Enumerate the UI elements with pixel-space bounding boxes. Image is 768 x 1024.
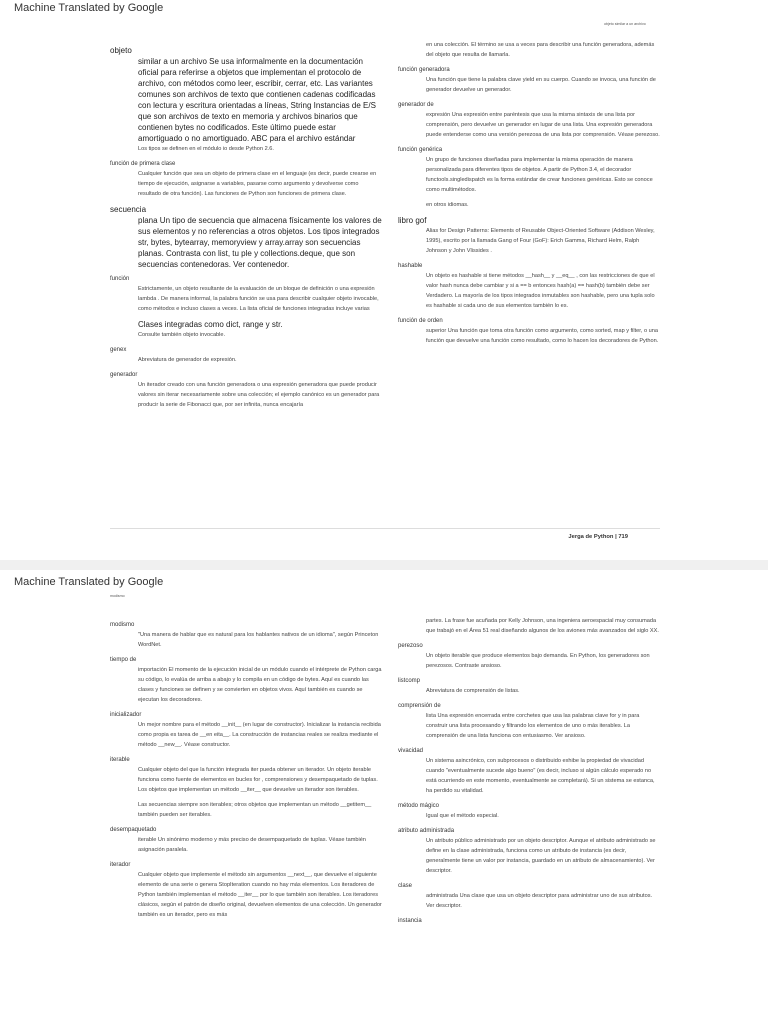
glossary-definition: Un grupo de funciones diseñadas para implementar la misma operación de manera personalizada para diferentes tipos de objetos. A partir de Python 3.4, el decorador functools.singledispatch es la forma estándar de crear funciones genéricas. Esto se conoce como multimétodos.: [426, 157, 653, 193]
glossary-definition: Un iterador creado con una función generadora o una expresión generadora que puede producir valores sin iterar necesariamente sobre una colección; el ejemplo canónico es un generador para producir la serie de Fibonacci que, por ser infinita, nunca encajaría: [138, 382, 380, 408]
glossary-term: secuencia: [110, 205, 147, 214]
glossary-term: tiempo de: [110, 657, 137, 663]
glossary-term: función generadora: [398, 67, 450, 73]
glossary-term: iterador: [110, 862, 131, 868]
glossary-definition: Un atributo público administrado por un objeto descriptor. Aunque el atributo administrado se define en la clase administrada, funciona como un atributo de instancia (es decir, generalmente tiene un valor por instancia, guardado en un atributo de almacenamiento). Ver descriptor.: [426, 838, 656, 874]
glossary-term: desempaquetado: [110, 827, 157, 833]
glossary-definition: importación El momento de la ejecución inicial de un módulo cuando el intérprete de Python carga su código, lo evalúa de arriba a abajo y lo compila en un código de bytes. Aquí es cuando las clases y funciones se definen y se convierten en objetos vivos. Aquí también es cuando se ejecutan los decoradores.: [138, 667, 382, 703]
glossary-definition: Un mejor nombre para el método __init__ (en lugar de constructor). Inicializar la instancia recibida como propia es tarea de __en eita__. La construcción de instancias reales se realiza mediante el método __new__. Véase constructor.: [138, 722, 381, 748]
left-column: [110, 40, 382, 415]
glossary-definition: Los tipos se definen en el módulo io desde Python 2.6.: [138, 146, 274, 152]
glossary-definition: en una colección. El término se usa a veces para describir una función generadora, además del objeto que resulta de llamarla.: [426, 42, 655, 58]
glossary-term: función de primera clase: [110, 161, 176, 167]
glossary-term: perezoso: [398, 643, 423, 649]
glossary-term: clase: [398, 883, 413, 889]
glossary-definition: plana Un tipo de secuencia que almacena físicamente los valores de sus elementos y no referencias a otros objetos. Los tipos integrados str, bytes, bytearray, memoryview y array.array son secuencias planas. Contrasta con list, tu ple y collections.deque, que son secuencias contenedoras. Ver contenedor.: [138, 216, 382, 269]
glossary-term: función de orden: [398, 318, 443, 324]
glossary-term: objeto: [110, 46, 132, 55]
glossary-definition: Un sistema asincrónico, con subprocesos o distribuido exhibe la propiedad de vivacidad cuando "eventualmente sucede algo bueno" (es decir, incluso si algún cálculo esperado no está ocurriendo en este momento, eventualmente se completará). Si un sistema se estanca, ha perdido su vitalidad.: [426, 758, 655, 794]
glossary-definition: "Una manera de hablar que es natural para los hablantes nativos de un idioma", según Princeton WordNet.: [138, 632, 379, 648]
glossary-term: iterable: [110, 757, 130, 763]
left-column-2: [110, 616, 382, 925]
glossary-definition: superior Una función que toma otra función como argumento, como sorted, map y filter, o una función que devuelve una función como resultado, como lo hacen los decoradores de Python.: [426, 328, 659, 344]
glossary-term: listcomp: [398, 678, 421, 684]
glossary-term: modismo: [110, 622, 135, 628]
page-footer: Jerga de Python | 719: [568, 534, 628, 540]
glossary-term: hashable: [398, 263, 423, 269]
glossary-term: método mágico: [398, 803, 440, 809]
glossary-term: atributo administrada: [398, 828, 455, 834]
glossary-definition: Igual que el método especial.: [426, 813, 499, 819]
glossary-definition: Abreviatura de comprensión de listas.: [426, 688, 520, 694]
glossary-definition: Abreviatura de generador de expresión.: [138, 357, 237, 363]
glossary-definition: Cualquier objeto que implemente el método sin argumentos __next__, que devuelve el siguiente elemento de una serie o genera StopIteration cuando no hay más elementos. Los iteradores de Python también implementan el método __iter__ por lo que también son iterables. Los iteradores clásicos, según el patrón de diseño original, devuelven elementos de una colección. Un generador también es un iterador, pero es más: [138, 872, 382, 918]
glossary-definition: iterable Un sinónimo moderno y más preciso de desempaquetado de tuplas. Véase también asignación paralela.: [138, 837, 366, 853]
glossary-term: instancia: [398, 918, 422, 924]
glossary-definition: en otros idiomas.: [426, 202, 469, 208]
page-2: [0, 570, 768, 1024]
glossary-definition: administrada Una clase que usa un objeto descriptor para administrar uno de sus atributos. Ver descriptor.: [426, 893, 653, 909]
glossary-definition: Cualquier objeto del que la función integrada iter pueda obtener un iterador. Un objeto iterable funciona como fuente de elementos en bucles for , comprensiones y desempaquetado de tuplas. Los objetos que implementan un método __iter__ que devuelve un iterador son iterables.: [138, 767, 378, 793]
glossary-term: genex: [110, 347, 127, 353]
glossary-definition: Alias for Design Patterns: Elements of Reusable Object-Oriented Software (Addison Wesley, 1995), escrito por la llamada Gang of Four (GoF): Erich Gamma, Richard Helm, Ralph Johnson y John Vlissides .: [426, 228, 655, 254]
glossary-term: generador de: [398, 102, 434, 108]
machine-translated-banner-2: Machine Translated by Google: [14, 576, 164, 588]
glossary-definition: partes. La frase fue acuñada por Kelly Johnson, una ingeniera aeroespacial muy consumada que trabajó en el Área 51 real diseñando algunos de los aviones más avanzados del siglo XX.: [426, 618, 659, 634]
glossary-definition: expresión Una expresión entre paréntesis que usa la misma sintaxis de una lista por comprensión, pero devuelve un generador en lugar de una lista. Una expresión generadora puede entenderse como una versión perezosa de una lista por comprensión. Véase perezoso.: [426, 112, 660, 138]
glossary-definition: lista Una expresión encerrada entre corchetes que usa las palabras clave for y in para construir una lista procesando y filtrando los elementos de uno o más iterables. La comprensión de una lista funciona con entusiasmo. Ver ansioso.: [426, 713, 640, 739]
glossary-term: vivacidad: [398, 748, 424, 754]
glossary-definition: Clases integradas como dict, range y str.: [138, 320, 283, 329]
glossary-definition: Las secuencias siempre son iterables; otros objetos que implementan un método __getitem__ también pueden ser iterables.: [138, 802, 372, 818]
glossary-definition: Estrictamente, un objeto resultante de la evaluación de un bloque de definición o una expresión lambda . De manera informal, la palabra función se usa para describir cualquier objeto invocable, como métodos e incluso clases a veces. La lista oficial de funciones integradas incluye varias: [138, 286, 379, 312]
footer-divider: [110, 528, 660, 529]
glossary-term: inicializador: [110, 712, 142, 718]
glossary-term: función: [110, 276, 130, 282]
right-column: [398, 40, 660, 351]
glossary-definition: Un objeto es hashable si tiene métodos __hash__ y __eq__ , con las restricciones de que el valor hash nunca debe cambiar y si a == b entonces hash(a) == hash(b) también debe ser Verdadero. La mayoría de los tipos integrados inmutables son hashable, pero una tupla solo es hashable si cada uno de sus elementos también lo es.: [426, 273, 655, 309]
glossary-term: función genérica: [398, 147, 443, 153]
right-column-2: [398, 616, 660, 926]
glossary-definition: Consulte también objeto invocable.: [138, 332, 226, 338]
machine-translated-banner: Machine Translated by Google: [14, 2, 164, 14]
running-header-2: modismo: [110, 594, 125, 598]
glossary-term: libro gof: [398, 216, 427, 225]
glossary-term: comprensión de: [398, 703, 441, 709]
glossary-definition: Un objeto iterable que produce elementos bajo demanda. En Python, los generadores son perezosos. Contraste ansioso.: [426, 653, 650, 669]
running-header: objeto similar a un archivo: [604, 22, 646, 26]
glossary-definition: Una función que tiene la palabra clave yield en su cuerpo. Cuando se invoca, una función de generador devuelve un generador.: [426, 77, 656, 93]
glossary-definition: Cualquier función que sea un objeto de primera clase en el lenguaje (es decir, puede crearse en tiempo de ejecución, asignarse a variables, pasarse como argumento y devolverse como resultado de otra función). Las funciones de Python son funciones de primera clase.: [138, 171, 377, 197]
glossary-term: generador: [110, 372, 138, 378]
glossary-definition: similar a un archivo Se usa informalmente en la documentación oficial para referirse a objetos que implementan el protocolo de archivo, con métodos como leer, escribir, cerrar, etc. Las variantes comunes son archivos de texto que contienen cadenas codificadas con lectura y escritura orientadas a líneas, String Instancias de E/S que son archivos de texto en memoria y archivos binarios que contienen bytes no codificados. Este último puede estar amortiguado o no amortiguado. ABC para el archivo estándar: [138, 57, 376, 143]
